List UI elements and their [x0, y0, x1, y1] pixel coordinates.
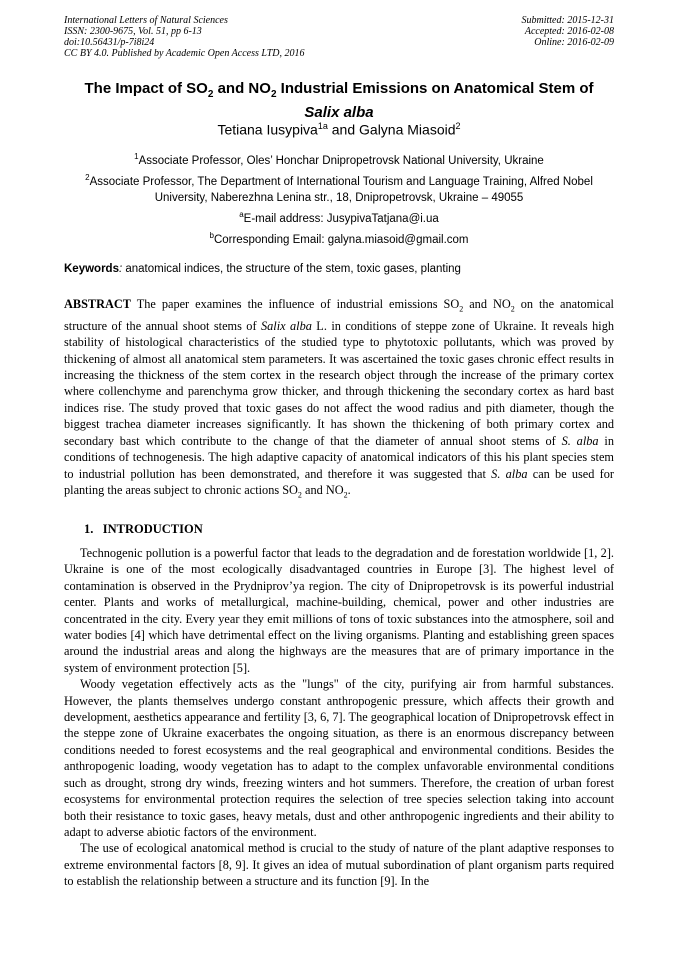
author-list: Tetiana Iusypiva$^{1a}$ and Galyna Miasoid$^2$ [217, 121, 461, 138]
accepted-date: Accepted: 2016-02-08 [524, 26, 614, 37]
author-email: $^a$E-mail address: JusypivaTatjana@i.ua [239, 210, 439, 225]
author-2: Galyna Miasoid [359, 121, 456, 138]
keywords: Keywords: anatomical indices, the structure of the stem, toxic gases, planting [64, 263, 461, 275]
keywords-label: Keywords [64, 263, 119, 275]
paragraph: Woody vegetation effectively acts as the "lungs" of the city, purifying air from harmful substances. However, the plants themselves undergo constant anthropogenic pressure, which affects their growth and development, aesthetics appearance and fertility [3, 6, 7]. The geographical location of Dnipropetrovsk effect in the steppe zone of Ukraine exacerbates the ongoing situation, as there is an enormous discrepancy between conditions needed to forest ecosystems and the real geographical and environmental conditions. Besides the anthropogenic loading, woody vegetation has to adapt to the complex unfavorable environmental conditions such as drought, strong dry winds, freezing winters and hot summers. Therefore, the creation of urban forest ecosystems for environmental protection requires the selection of tree species selection taking into account both their resistance to toxic gases, heavy metals, dust and other anthropogenic ingredients and their ability to adapt to adverse abiotic factors of the environment. [64, 677, 614, 839]
journal-name: International Letters of Natural Sciences [64, 15, 228, 26]
journal-issn: ISSN: 2300-9675, Vol. 51, pp 6-13 [64, 26, 202, 37]
submitted-date: Submitted: 2015-12-31 [521, 15, 614, 26]
section-heading: 1. INTRODUCTION [84, 522, 203, 536]
online-date: Online: 2016-02-09 [534, 37, 614, 48]
paragraph: Technogenic pollution is a powerful factor that leads to the degradation and de forestation worldwide [1, 2]. Ukraine is one of the most ecologically disadvantaged countries in Europe [3]. The highest level of contamination is observed in the Prydniprov’ya region. The city of Dnipropetrovsk is its powerful industrial center. Plants and works of metallurgical, machine-building, chemical, power and other industries are concentrated in the city. Every year they emit millions of tons of toxic substances into the atmosphere, soil and water bodies [4] which have detrimental effect on the living organisms. Planting and establishing green spaces around the industrial areas and along the highways are the measures that are of primary importance in the system of environment protection [5]. [64, 546, 614, 675]
species-name: Salix alba [304, 104, 374, 121]
author-1: Tetiana Iusypiva [217, 121, 318, 138]
dates-header [522, 15, 615, 48]
journal-header [64, 15, 305, 59]
introduction-body [64, 545, 614, 890]
paragraph: The use of ecological anatomical method is crucial to the study of nature of the plant adaptive responses to extreme environmental factors [8, 9]. It gives an idea of mutual subordination of plant organism parts required to establish the relationship between a structure and its function [9]. In the [64, 841, 614, 889]
journal-doi: doi:10.56431/p-7i8i24 [64, 37, 155, 48]
journal-license: CC BY 4.0. Published by Academic Open Access LTD, 2016 [64, 48, 305, 59]
affiliation-1: $^1$Associate Professor, Oles’ Honchar Dnipropetrovsk National University, Ukraine [134, 152, 544, 167]
abstract-label: ABSTRACT [64, 297, 131, 311]
abstract: ABSTRACT The paper examines the influence of industrial emissions $SO_2$ and $NO_2$ on the anatomical structure of the annual shoot stems of Salix alba L. in conditions of steppe zone of Ukraine. It reveals high stability of histological characteristics of the studied type to phytotoxic pollutants, which was proved by thickening of almost all anatomical stem parameters. It was ascertained the toxic gases chronic effect results in increasing the thickness of the stem cortex in the research object through the increase of the primary cortex where collenchyme and parenchyma grow thicker, and through thickening the secondary cortex as hard bast indices rise. The study proved that toxic gases do not affect the wood radius and pith diameter, though the biggest trachea diameter increases significantly. It has shown the thickening of both primary cortex and secondary bast which contribute to the change of that the diameter of annual shoot stems of S. alba in conditions of technogenesis. The high adaptive capacity of anatomical indicators of this his plant species stem to industrial pollution has been demonstrated, and therefore it was suggested that S. alba can be used for planting the areas subject to chronic actions $SO_2$ and $NO_2$. [64, 297, 614, 500]
affiliation-2: $^2$Associate Professor, The Department of International Tourism and Language Training, Alfred Nobel University, Naberezhna Lenina str., 18, Dnipropetrovsk, Ukraine – 49055 [85, 173, 593, 204]
paper-title: The Impact of $SO_2$ and $NO_2$ Industrial Emissions on Anatomical Stem of Salix alba [84, 80, 594, 121]
corresponding-email: $^b$Corresponding Email: galyna.miasoid@gmail.com [209, 231, 469, 246]
